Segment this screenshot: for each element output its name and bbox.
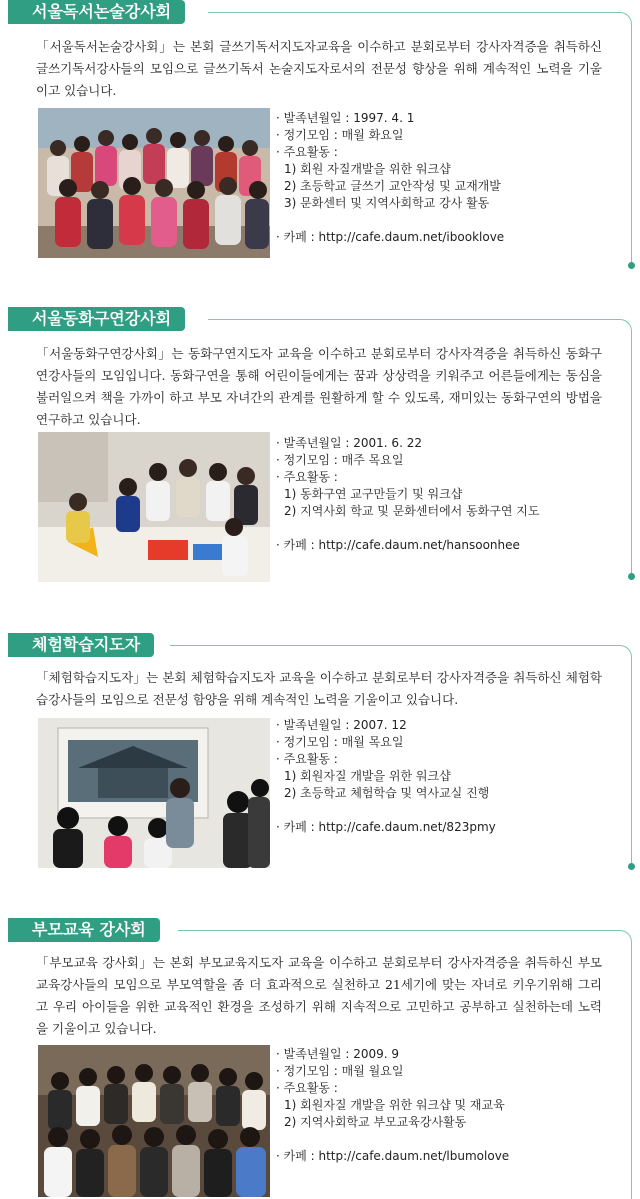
section-description: 「부모교육 강사회」는 본회 부모교육지도자 교육을 이수하고 분회로부터 강사자격증을 취득하신 부모교육강사들의 모임으로 부모역할을 좀 더 효과적으로 실천하고 21세기에 맞는 자녀로 키우기위해 그리고 우리 아이들을 위한 교육적인 환경을 조성하기 위해 지속적으로 고민하고 공부하고 실천하는데 노력을 기울이고 있습니다. — [36, 955, 602, 1036]
section-end-dot — [628, 863, 635, 870]
regular-meeting: · 정기모임 : 매월 월요일 — [276, 1064, 404, 1078]
section-description: 「서울동화구연강사회」는 동화구연지도자 교육을 이수하고 분회로부터 강사자격증을 취득하신 동화구연강사들의 모임입니다. 동화구연을 통해 어린이들에게는 꿈과 상상력을 키워주고 어른들에게는 동심을 불러일으켜 책을 가까이 하고 부모 자녀간의 관계를 원활하게 할 수 있도록, 재미있는 동화구연의 방법을 연구하고 있습니다. — [36, 346, 602, 427]
section-seoul-storytelling — [0, 307, 640, 585]
regular-meeting: · 정기모임 : 매주 목요일 — [276, 453, 404, 467]
section-parent-education — [0, 918, 640, 1199]
divider — [170, 645, 620, 646]
divider — [208, 319, 620, 320]
activity-item: 2) 초등학교 글쓰기 교안작성 및 교재개발 — [284, 179, 501, 193]
activity-item: 1) 회원자질 개발을 위한 워크샵 및 재교육 — [284, 1098, 505, 1112]
activities-label: · 주요활동 : — [276, 752, 338, 766]
founded-date: · 발족년월일 : 2009. 9 — [276, 1047, 400, 1061]
regular-meeting: · 정기모임 : 매월 화요일 — [276, 128, 404, 142]
activity-item: 1) 회원자질 개발을 위한 워크샵 — [284, 769, 451, 783]
group-photo — [38, 108, 270, 258]
divider — [631, 331, 632, 575]
info-list — [276, 717, 496, 836]
activity-item: 3) 문화센터 및 지역사회학교 강사 활동 — [284, 196, 490, 210]
group-photo — [38, 432, 270, 582]
divider — [631, 24, 632, 264]
group-photo — [38, 1045, 270, 1197]
divider — [208, 12, 620, 13]
founded-date: · 발족년월일 : 1997. 4. 1 — [276, 111, 415, 125]
activity-item: 1) 회원 자질개발을 위한 워크샵 — [284, 162, 451, 176]
divider — [631, 942, 632, 1199]
section-end-dot — [628, 262, 635, 269]
cafe-link[interactable]: · 카페 : http://cafe.daum.net/ibooklove — [276, 230, 505, 244]
section-title: 서울독서논술강사회 — [22, 0, 185, 24]
activities-label: · 주요활동 : — [276, 470, 338, 484]
activity-item: 2) 지역사회학교 부모교육강사활동 — [284, 1115, 467, 1129]
section-description: 「서울독서논술강사회」는 본회 글쓰기독서지도자교육을 이수하고 분회로부터 강사자격증을 취득하신 글쓰기독서강사들의 모임으로 글쓰기독서 논술지도자로서의 전문성 향상을 위해 계속적인 노력을 기울이고 있습니다. — [36, 39, 602, 98]
divider — [631, 657, 632, 865]
divider — [178, 930, 620, 931]
cafe-link[interactable]: · 카페 : http://cafe.daum.net/lbumolove — [276, 1149, 510, 1163]
activity-item: 2) 초등학교 체험학습 및 역사교실 진행 — [284, 786, 490, 800]
section-experiential-learning — [0, 633, 640, 873]
founded-date: · 발족년월일 : 2001. 6. 22 — [276, 436, 422, 450]
activities-label: · 주요활동 : — [276, 145, 338, 159]
activities-label: · 주요활동 : — [276, 1081, 338, 1095]
regular-meeting: · 정기모임 : 매월 목요일 — [276, 735, 404, 749]
cafe-link[interactable]: · 카페 : http://cafe.daum.net/823pmy — [276, 820, 496, 834]
info-list — [276, 110, 504, 246]
section-description: 「체험학습지도자」는 본회 체험학습지도자 교육을 이수하고 분회로부터 강사자격증을 취득하신 체험학습강사들의 모임으로 전문성 함양을 위해 계속적인 노력을 기울이고 있습니다. — [36, 670, 602, 707]
section-title: 부모교육 강사회 — [22, 918, 160, 942]
activity-item: 2) 지역사회 학교 및 문화센터에서 동화구연 지도 — [284, 504, 540, 518]
info-list — [276, 435, 539, 554]
section-end-dot — [628, 573, 635, 580]
founded-date: · 발족년월일 : 2007. 12 — [276, 718, 407, 732]
activity-item: 1) 동화구연 교구만들기 및 워크샵 — [284, 487, 463, 501]
section-title: 체험학습지도자 — [22, 633, 154, 657]
section-seoul-reading-essay — [0, 0, 640, 275]
info-list — [276, 1046, 509, 1165]
section-title: 서울동화구연강사회 — [22, 307, 185, 331]
cafe-link[interactable]: · 카페 : http://cafe.daum.net/hansoonhee — [276, 538, 520, 552]
group-photo — [38, 718, 270, 868]
